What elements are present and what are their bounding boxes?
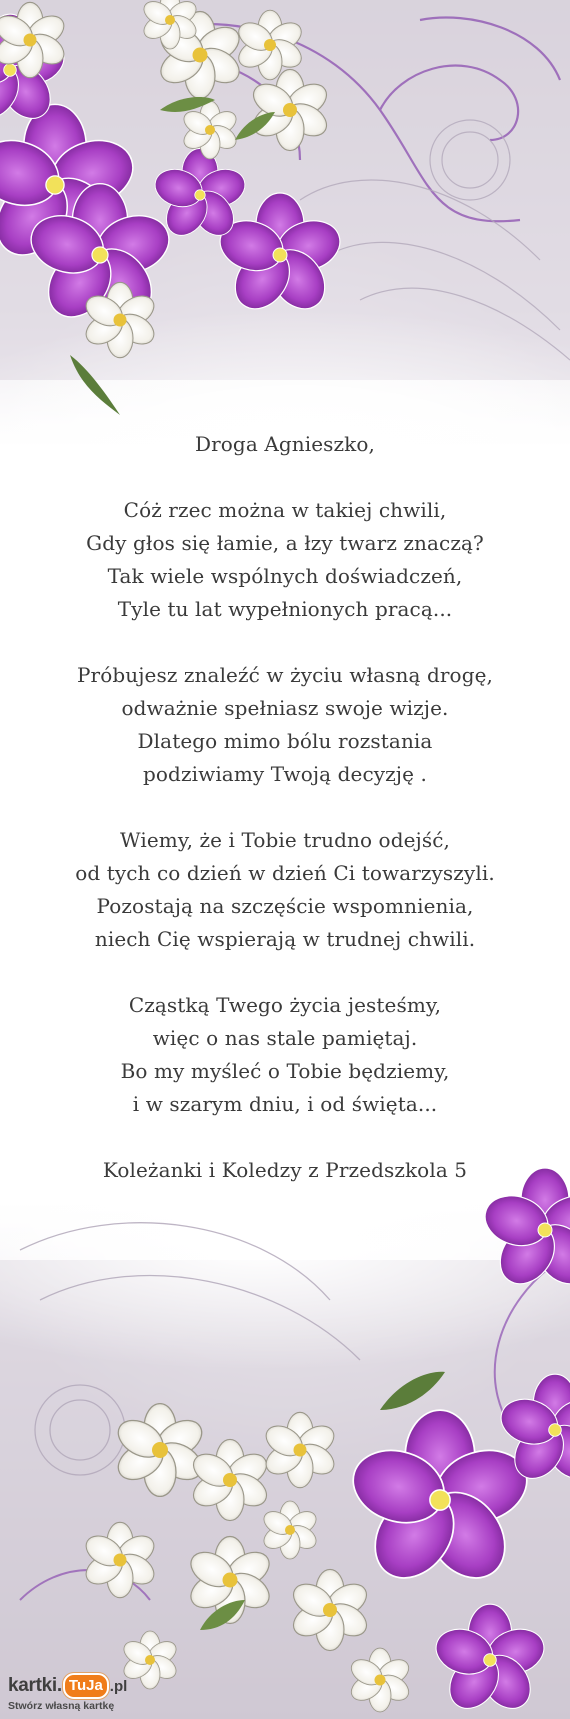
- poem-line: więc o nas stale pamiętaj.: [152, 1026, 418, 1050]
- poem-line: Cóż rzec można w takiej chwili,: [123, 498, 447, 522]
- poem-line: Wiemy, że i Tobie trudno odejść,: [120, 828, 450, 852]
- poem-line: Tak wiele wspólnych doświadczeń,: [107, 564, 463, 588]
- brand-badge: TuJa: [63, 1673, 109, 1699]
- brand-tagline: Stwórz własną kartkę: [8, 1700, 115, 1712]
- poem-line: niech Cię wspierają w trudnej chwili.: [94, 927, 476, 951]
- poem-line: odważnie spełniasz swoje wizje.: [121, 696, 449, 720]
- poem-line: Cząstką Twego życia jesteśmy,: [128, 993, 442, 1017]
- poem-line: Bo my myśleć o Tobie będziemy,: [120, 1059, 450, 1083]
- poem-line: podziwiamy Twoją decyzję .: [143, 762, 427, 786]
- poem-line: Pozostają na szczęście wspomnienia,: [96, 894, 474, 918]
- brand-tld: .pl: [109, 1677, 128, 1695]
- brand-logo: [8, 1672, 148, 1700]
- poem-line: Tyle tu lat wypełnionych pracą...: [117, 597, 453, 621]
- poem-line: Gdy głos się łamie, a łzy twarz znaczą?: [86, 531, 484, 555]
- poem-line: od tych co dzień w dzień Ci towarzyszyli.: [75, 861, 495, 885]
- greeting-line: Droga Agnieszko,: [195, 432, 375, 456]
- poem-line: Próbujesz znaleźć w życiu własną drogę,: [76, 663, 493, 687]
- stanza-3: [0, 824, 570, 956]
- poem-line: Dlatego mimo bólu rozstania: [137, 729, 433, 753]
- poem-text: [0, 428, 570, 1187]
- stanza-4: [0, 989, 570, 1121]
- signature: Koleżanki i Koledzy z Przedszkola 5: [102, 1158, 468, 1182]
- stanza-2: [0, 659, 570, 791]
- stanza-1: [0, 494, 570, 626]
- brand-name: kartki.: [8, 1675, 62, 1696]
- kartki-tuja-logo-link[interactable]: [8, 1672, 148, 1716]
- poem-line: i w szarym dniu, i od święta...: [132, 1092, 438, 1116]
